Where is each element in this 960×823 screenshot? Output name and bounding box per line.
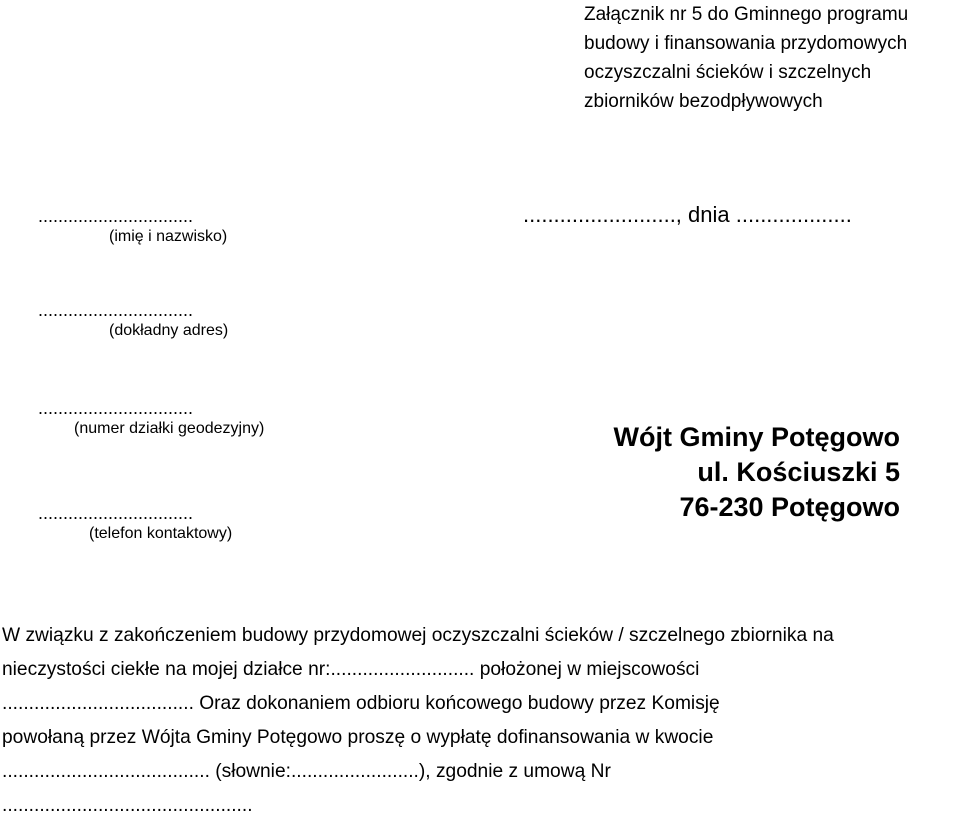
place-date-line[interactable]: ........................., dnia ................... (523, 202, 852, 227)
applicant-plot-caption: (numer działki geodezyjny) (74, 420, 265, 437)
request-line: .................................... Oraz dokonaniem odbioru końcowego budowy przez Komisję (2, 693, 720, 714)
applicant-plot-dots[interactable]: ............................... (38, 398, 194, 418)
applicant-phone-caption: (telefon kontaktowy) (89, 525, 233, 542)
applicant-name-dots[interactable]: ............................... (38, 206, 194, 226)
addressee-street: ul. Kościuszki 5 (697, 457, 900, 487)
applicant-name-caption: (imię i nazwisko) (109, 228, 228, 245)
request-line: ............................................... (2, 795, 253, 816)
applicant-address-field[interactable] (38, 299, 228, 341)
applicant-name-field[interactable] (38, 205, 227, 247)
applicant-phone-dots[interactable]: ............................... (38, 503, 194, 523)
addressee-block (560, 420, 900, 525)
request-line: ....................................... (słownie:........................), zgodnie z umową Nr (2, 761, 611, 782)
request-line: nieczystości ciekłe na mojej działce nr:........................... położonej w miejscowości (2, 659, 700, 680)
addressee-postal-city: 76-230 Potęgowo (679, 492, 900, 522)
applicant-address-dots[interactable]: ............................... (38, 300, 194, 320)
annex-header-line: Załącznik nr 5 do Gminnego programu (584, 4, 909, 25)
annex-header-line: zbiorników bezodpływowych (584, 91, 823, 112)
request-line: W związku z zakończeniem budowy przydomowej oczyszczalni ścieków / szczelnego zbiornika na (2, 625, 834, 646)
applicant-plot-field[interactable] (38, 397, 264, 439)
request-line: powołaną przez Wójta Gminy Potęgowo proszę o wypłatę dofinansowania w kwocie (2, 727, 714, 748)
annex-header-line: budowy i finansowania przydomowych (584, 33, 908, 54)
applicant-address-caption: (dokładny adres) (109, 322, 229, 339)
annex-header-line: oczyszczalni ścieków i szczelnych (584, 62, 872, 83)
annex-header-note (584, 0, 954, 116)
applicant-phone-field[interactable] (38, 502, 232, 544)
addressee-title: Wójt Gminy Potęgowo (613, 422, 900, 452)
request-body (2, 619, 960, 823)
